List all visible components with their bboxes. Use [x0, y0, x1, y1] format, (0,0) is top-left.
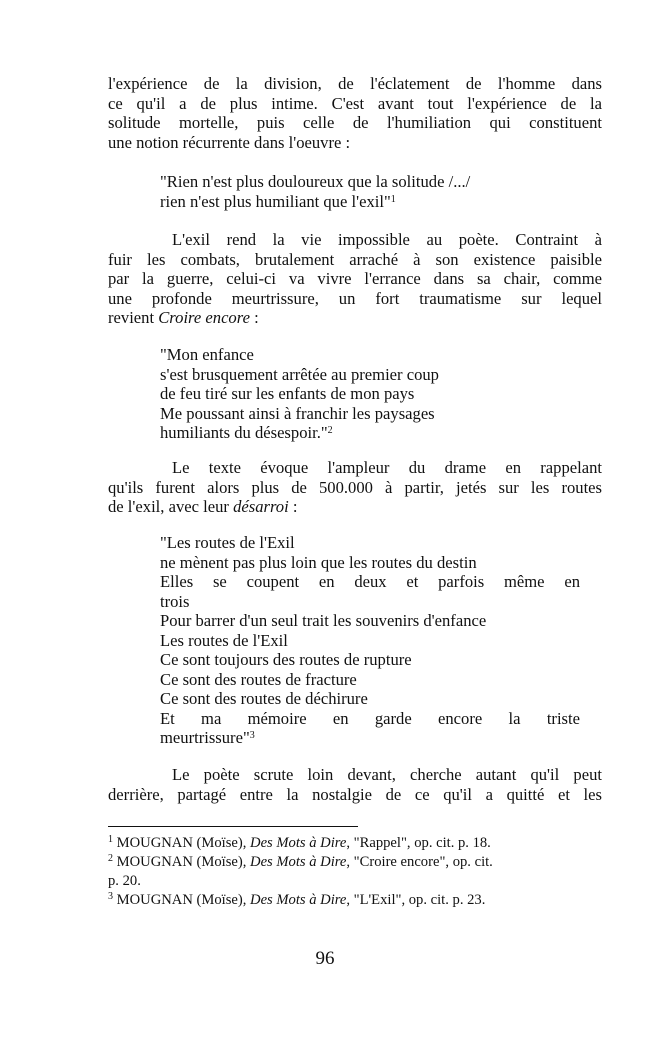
paragraph-line: ce qu'il a de plus intime. C'est avant tout l'expérience de la: [108, 93, 602, 113]
quote-line: "Mon enfance: [160, 345, 254, 364]
quote-line-text: humiliants du désespoir.": [160, 423, 328, 442]
work-title: Croire encore: [158, 308, 250, 327]
line-prefix: revient: [108, 308, 159, 327]
footnote-author: MOUGNAN (Moïse),: [116, 835, 251, 851]
footnote-title: Des Mots à Dire: [250, 835, 347, 851]
quote-line: Les routes de l'Exil: [160, 630, 288, 650]
footnote-rest: , "Rappel", op. cit. p. 18.: [346, 835, 491, 851]
quote-line: "Les routes de l'Exil: [160, 533, 295, 552]
quote-3: [160, 533, 580, 748]
paragraph-line: Le texte évoque l'ampleur du drame en rappelant: [172, 458, 602, 477]
quote-line: [160, 192, 580, 212]
paragraph-line: [108, 497, 602, 517]
footnote-2-continuation: p. 20.: [108, 873, 141, 889]
footnotes: [108, 834, 602, 910]
quote-2: [160, 345, 580, 443]
quote-line-text: rien n'est plus humiliant que l'exil": [160, 191, 391, 211]
footnote-ref: 1: [390, 193, 396, 205]
paragraph-line: [108, 308, 602, 328]
footnote-author: MOUGNAN (Moïse),: [116, 892, 251, 908]
paragraph-line: une notion récurrente dans l'oeuvre :: [108, 132, 351, 152]
line-suffix: :: [249, 308, 259, 327]
paragraph-line: derrière, partagé entre la nostalgie de ce qu'il a quitté et les: [108, 784, 602, 804]
quote-line: s'est brusquement arrêtée au premier coup: [160, 364, 439, 384]
quote-line: trois: [160, 591, 190, 611]
footnote-number: 1: [108, 834, 113, 845]
paragraph-line: par la guerre, celui-ci va vivre l'errance dans sa chair, comme: [108, 269, 602, 288]
emphasis: désarroi: [233, 497, 289, 516]
paragraph-line: fuir les combats, brutalement arraché à son existence paisible: [108, 249, 602, 269]
footnote-3: [108, 891, 602, 910]
footnote-1: [108, 834, 602, 853]
footnote-title: Des Mots à Dire: [250, 854, 347, 870]
quote-line: [160, 423, 580, 443]
quote-line: Me poussant ainsi à franchir les paysages: [160, 403, 435, 423]
paragraph-line: qu'ils furent alors plus de 500.000 à partir, jetés sur les routes: [108, 477, 602, 497]
quote-1: [160, 172, 580, 211]
page-number: 96: [315, 948, 335, 969]
quote-line: de feu tiré sur les enfants de mon pays: [160, 384, 415, 403]
footnote-2: [108, 853, 602, 872]
line-prefix: de l'exil, avec leur: [108, 497, 234, 516]
quote-line: ne mènent pas plus loin que les routes du destin: [160, 552, 477, 572]
quote-line: Ce sont des routes de fracture: [160, 669, 357, 689]
quote-line: [160, 728, 580, 748]
quote-line-text: meurtrissure": [160, 728, 250, 747]
paragraph-line: Le poète scrute loin devant, cherche autant qu'il peut: [172, 765, 602, 784]
quote-line: Ce sont toujours des routes de rupture: [160, 650, 412, 669]
footnote-number: 2: [108, 853, 113, 864]
quote-line: Ce sont des routes de déchirure: [160, 689, 368, 708]
footnote-ref: 2: [327, 425, 333, 436]
footnote-rest: , "L'Exil", op. cit. p. 23.: [346, 892, 486, 908]
footnote-author: MOUGNAN (Moïse),: [116, 854, 251, 870]
paragraph-3: [108, 458, 602, 517]
paragraph-4: [108, 765, 602, 804]
quote-line: "Rien n'est plus douloureux que la solitude /.../: [160, 172, 471, 191]
quote-line: Pour barrer d'un seul trait les souvenirs d'enfance: [160, 611, 487, 630]
paragraph-line: solitude mortelle, puis celle de l'humiliation qui constituent: [108, 113, 602, 132]
line-suffix: :: [288, 497, 298, 516]
footnote-separator: [108, 826, 358, 827]
quote-line: Et ma mémoire en garde encore la triste: [160, 708, 580, 728]
footnote-number: 3: [108, 891, 113, 902]
footnote-rest: , "Croire encore", op. cit.: [346, 854, 493, 870]
footnote-ref: 3: [249, 730, 255, 741]
footnote-title: Des Mots à Dire: [250, 892, 347, 908]
paragraph-1: [108, 74, 602, 152]
paragraph-2: [108, 230, 602, 328]
paragraph-line: L'exil rend la vie impossible au poète. Contraint à: [172, 230, 602, 249]
quote-line: Elles se coupent en deux et parfois même en: [160, 572, 580, 591]
paragraph-line: une profonde meurtrissure, un fort traumatisme sur lequel: [108, 288, 602, 308]
paragraph-line: l'expérience de la division, de l'éclatement de l'homme dans: [108, 74, 602, 93]
